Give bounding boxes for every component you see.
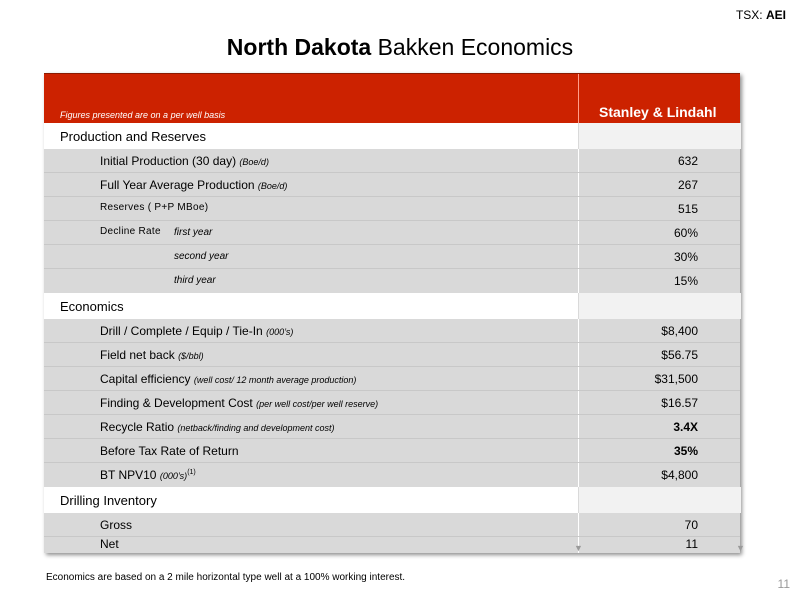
section-label: Production and Reserves	[60, 129, 206, 144]
row-label: Capital efficiency (well cost/ 12 month average production)	[100, 372, 357, 386]
section-column-cell	[578, 123, 741, 149]
row-label: Finding & Development Cost (per well cost/per well reserve)	[100, 396, 379, 410]
table-row-full-year-production	[44, 173, 740, 197]
row-value: 60%	[673, 226, 698, 240]
table-row-decline-first-year	[44, 221, 740, 245]
section-column-cell	[578, 487, 741, 513]
row-value: 3.4X	[673, 420, 698, 434]
ticker-prefix: TSX:	[735, 8, 763, 22]
row-label: Full Year Average Production (Boe/d)	[100, 178, 288, 192]
table-row-finding-development-cost	[44, 391, 740, 415]
row-sublabel: third year	[174, 275, 216, 286]
table-row-net	[44, 537, 740, 553]
table-row-field-net-back	[44, 343, 740, 367]
scroll-arrow-icon: ▼	[736, 543, 745, 553]
row-label: Before Tax Rate of Return	[100, 444, 239, 458]
row-label: Net	[100, 537, 119, 551]
section-economics	[44, 293, 740, 319]
column-header-stanley-lindahl: Stanley & Lindahl	[599, 104, 717, 120]
row-value: 35%	[673, 444, 698, 458]
row-label: Recycle Ratio (netback/finding and development cost)	[100, 420, 335, 434]
row-value: 267	[677, 178, 698, 192]
row-value: 15%	[673, 274, 698, 288]
row-label: Reserves ( P+P MBoe)	[100, 202, 209, 213]
page-title	[0, 34, 800, 61]
row-value: $8,400	[661, 324, 698, 338]
row-value: 11	[685, 537, 698, 551]
footnote: Economics are based on a 2 mile horizontal type well at a 100% working interest.	[46, 572, 406, 583]
ticker-code: AEI	[765, 8, 786, 22]
table-row-initial-production	[44, 149, 740, 173]
scroll-arrow-icon: ▼	[574, 543, 583, 553]
economics-table	[44, 73, 745, 553]
row-value: $16.57	[661, 396, 698, 410]
row-label: Field net back ($/bbl)	[100, 348, 204, 362]
page-number: 11	[777, 577, 790, 591]
table-row-bt-npv10	[44, 463, 740, 487]
section-label: Drilling Inventory	[60, 493, 157, 508]
table-row-decline-second-year	[44, 245, 740, 269]
row-value: $56.75	[661, 348, 698, 362]
title-rest: Bakken Economics	[371, 34, 574, 60]
row-sublabel: second year	[174, 251, 229, 262]
row-sublabel: first year	[174, 227, 213, 238]
row-value: 30%	[673, 250, 698, 264]
title-bold: North Dakota	[226, 34, 372, 60]
row-label: Drill / Complete / Equip / Tie-In (000’s)	[100, 324, 294, 338]
table-row-recycle-ratio	[44, 415, 740, 439]
section-label: Economics	[60, 299, 124, 314]
row-label: Decline Rate	[100, 226, 161, 237]
table-row-capital-efficiency	[44, 367, 740, 391]
ticker-symbol	[736, 8, 786, 22]
row-value: 515	[677, 202, 698, 216]
table-row-reserves	[44, 197, 740, 221]
section-drilling-inventory	[44, 487, 740, 513]
row-label: Initial Production (30 day) (Boe/d)	[100, 154, 269, 168]
section-production-reserves	[44, 123, 740, 149]
table-row-decline-third-year	[44, 269, 740, 293]
row-value: $4,800	[661, 468, 698, 482]
header-note: Figures presented are on a per well basis	[60, 110, 226, 120]
row-value: 632	[677, 154, 698, 168]
row-label: Gross	[100, 518, 133, 532]
row-label: BT NPV10 (000’s)$^{(1)}$	[100, 468, 196, 482]
table-row-drill-complete	[44, 319, 740, 343]
row-value: $31,500	[654, 372, 698, 386]
table-header	[44, 73, 740, 124]
table-row-before-tax-ror	[44, 439, 740, 463]
row-value: 70	[684, 518, 698, 532]
section-column-cell	[578, 293, 741, 319]
table-row-gross	[44, 513, 740, 537]
